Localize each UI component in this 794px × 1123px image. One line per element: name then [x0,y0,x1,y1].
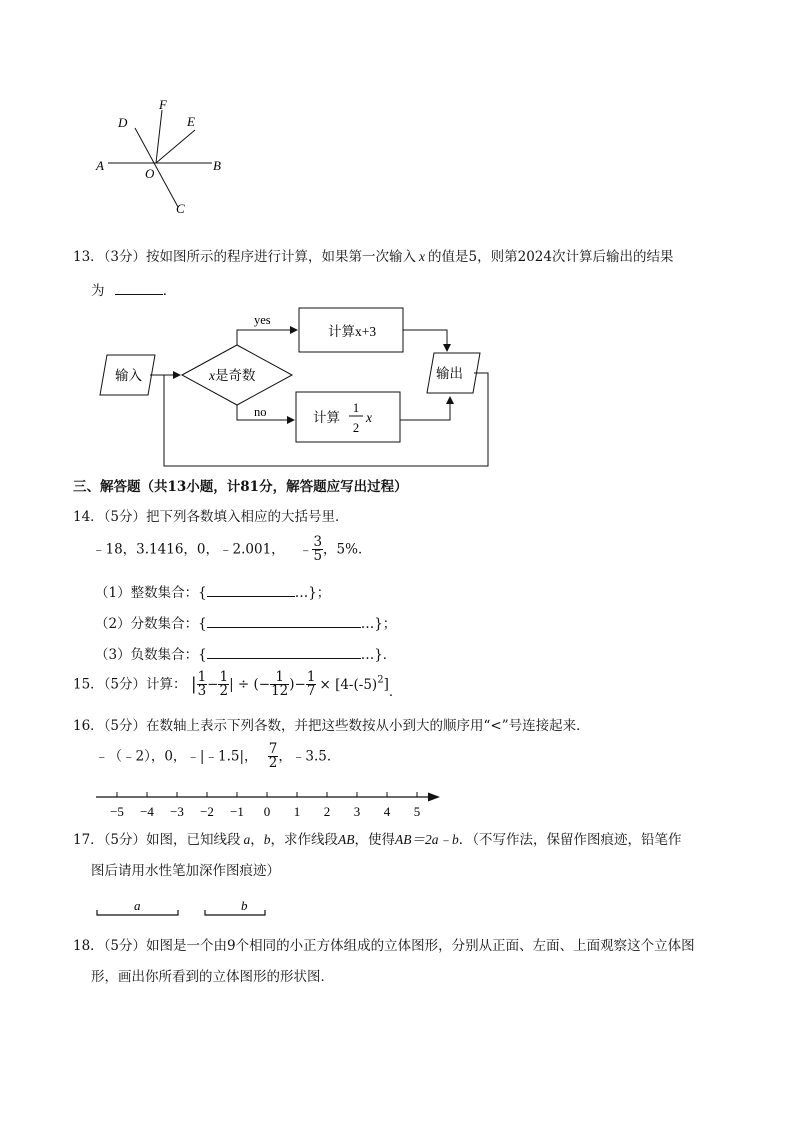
segment-b-label: b [241,898,248,913]
q15-end: ] [383,676,389,693]
number-line-tick-label: −2 [200,804,214,819]
q18-score: （5分） [103,938,147,954]
q15-number: 15． [73,676,104,693]
q17-line1 [73,831,682,849]
q15-frac-1-den: 3 [197,683,207,699]
label-B: B [213,158,221,173]
flowchart [90,300,500,472]
q13-var: x [419,249,426,264]
arrow-bottom-output [400,397,450,420]
q14-item-1 [95,583,330,602]
q16-text: 在数轴上表示下列各数，并把这些数按从小到大的顺序用“<”号连接起来． [146,718,590,734]
q15-frac-1 [197,671,208,698]
q15-frac-1-num: 1 [197,669,207,685]
number-line-tick-label: 3 [353,804,361,819]
section3-heading: 三、解答题（共13小题，计81分，解答题应写出过程） [73,479,408,495]
flow-input-label: 输入 [115,368,142,383]
number-line-tick-label: −3 [170,804,184,819]
q17-sep: ， [250,832,264,848]
number-line-arrow [428,793,440,802]
flow-decision-var: x [209,368,215,383]
label-D: D [118,115,128,130]
q14-item-1-blank[interactable] [207,583,295,597]
segment-b [205,910,265,915]
q15-period: ． [388,684,403,700]
q15-frac-3 [270,671,289,698]
number-line-tick-label: 5 [413,804,421,819]
q17-text4: ．（不写作法，保留作图痕迹，铅笔作 [458,832,682,848]
label-A: A [96,158,104,173]
q16-fraction [268,743,279,770]
arrow-top-output [403,330,447,351]
q13-score: （3分） [103,249,147,265]
q14-number: 14． [73,509,104,525]
q17-score: （5分） [103,832,147,848]
q18-line1 [73,937,695,955]
q14-fraction [312,536,323,563]
number-line-tick-label: −5 [110,804,124,819]
q17-text3: ，使得 [354,832,396,848]
q14-item-1-label: （1）整数集合：{ [95,585,207,601]
flow-box-bottom [296,392,400,442]
q16-score: （5分） [103,718,147,734]
q15-frac-3-num: 1 [270,671,289,685]
q18-line2: 形，画出你所看到的立体图形的形状图． [91,969,334,985]
flow-no-label: no [254,405,267,419]
q15-frac-3-den: 12 [271,683,289,699]
number-line-tick-label: −1 [230,804,244,819]
angle-figure [90,95,240,225]
q15-frac-4-den: 7 [306,683,316,699]
q15-sup: 2 [377,674,384,686]
q16-numbers-before: ﹣（﹣2），0，﹣|﹣1.5|， [95,748,258,765]
q16-number: 16． [73,718,104,734]
number-line-tick-label: 1 [293,804,301,819]
segments-figure [94,896,274,920]
q17-var-a: a [243,832,251,847]
q17-line2: 图后请用水性笔加深作图痕迹） [91,863,280,879]
q15-close: )− [289,676,306,693]
number-line-ticks [110,792,420,819]
number-line-tick-label: 4 [383,804,391,819]
q18-line1-text: 如图是一个由9个相同的小正方体组成的立体图形，分别从正面、左面、上面观察这个立体图 [146,938,695,954]
flow-frac-num: 1 [352,401,360,415]
q16-frac-num: 7 [268,741,278,757]
q13-line2-suffix: ． [162,283,177,299]
q17-formula: AB＝2a﹣b [395,832,459,847]
flow-decision-label [208,367,256,384]
q15-frac-4-num: 1 [306,669,316,685]
q15-rest: × [4-(-5) [319,676,378,693]
q13-text2: 的值是5，则第2024次计算后输出的结果 [428,249,674,265]
q15-frac-2-num: 1 [219,669,229,685]
number-line-tick-label: −4 [140,804,154,819]
number-line-tick-label: 0 [263,804,271,819]
ray-OE [156,130,195,163]
q14-item-2 [95,614,396,633]
q14-item-3-label: （3）负数集合：{ [95,647,207,663]
line-DC [135,128,178,207]
q15-text: 计算： [146,676,187,693]
q13-number: 13． [73,249,104,265]
q18-number: 18． [73,938,104,954]
q14-score: （5分） [103,509,147,525]
flow-box-bottom-var: x [366,410,372,425]
q14-item-2-blank[interactable] [207,614,361,628]
q15-frac-2-den: 2 [219,683,229,699]
q13-line1 [73,248,673,266]
q13-answer-blank[interactable] [115,281,163,295]
q13-line2-prefix: 为 [91,283,105,299]
q16-numbers-after: ，﹣3.5． [278,748,341,765]
q15-abs-open: | [190,674,197,695]
arrow-yes [237,330,297,345]
q14-text: 把下列各数填入相应的大括号里． [146,509,349,525]
flow-box-bottom-prefix: 计算 [313,410,340,425]
q14-frac-num: 3 [313,534,323,550]
flow-frac-den: 2 [352,421,360,435]
q15-div: | ÷ (− [229,676,271,693]
flow-output-label: 输出 [436,366,463,381]
number-line-tick-label: 2 [323,804,331,819]
flow-box-top-label: 计算x+3 [328,324,377,339]
q17-text2: ，求作线段 [270,832,339,848]
q16-frac-den: 2 [268,755,278,771]
q17-ab: AB [338,832,355,847]
number-line [92,788,442,820]
q17-number: 17． [73,832,104,848]
q14-item-1-end: …}； [294,585,331,601]
segment-a-label: a [134,898,141,913]
q17-text1: 如图，已知线段 [146,832,241,848]
q15-score: （5分） [103,676,147,693]
q15-line [73,671,402,701]
q15-frac-4 [306,671,317,698]
flow-yes-label: yes [254,313,271,327]
q17-var-b: b [263,832,271,847]
q13-line2 [91,281,176,300]
q14-item-3-blank[interactable] [207,645,361,659]
q14-frac-sign: ﹣ [298,541,313,558]
q14-item-3 [95,645,396,664]
flow-decision-text: 是奇数 [215,368,256,384]
q14-numbers [92,536,371,563]
label-F: F [159,97,167,112]
q14-item-2-end: …}； [360,616,397,632]
q14-item-2-label: （2）分数集合：{ [95,616,207,632]
q14-item-3-end: …}． [360,647,397,663]
label-C: C [176,201,185,216]
ray-OF [156,110,162,163]
q14-line1 [73,508,349,526]
q14-frac-den: 5 [313,548,323,564]
q14-numbers-after: ，5%． [323,541,372,558]
q14-numbers-before: ﹣18，3.1416，0，﹣2.001， [92,541,285,558]
q16-line1 [73,717,590,735]
label-O: O [145,166,155,181]
q15-minus: − [207,676,219,693]
label-E: E [187,114,195,129]
q15-frac-2 [218,671,229,698]
q16-numbers [95,743,340,770]
q13-text1: 按如图所示的程序进行计算，如果第一次输入 [146,249,417,265]
